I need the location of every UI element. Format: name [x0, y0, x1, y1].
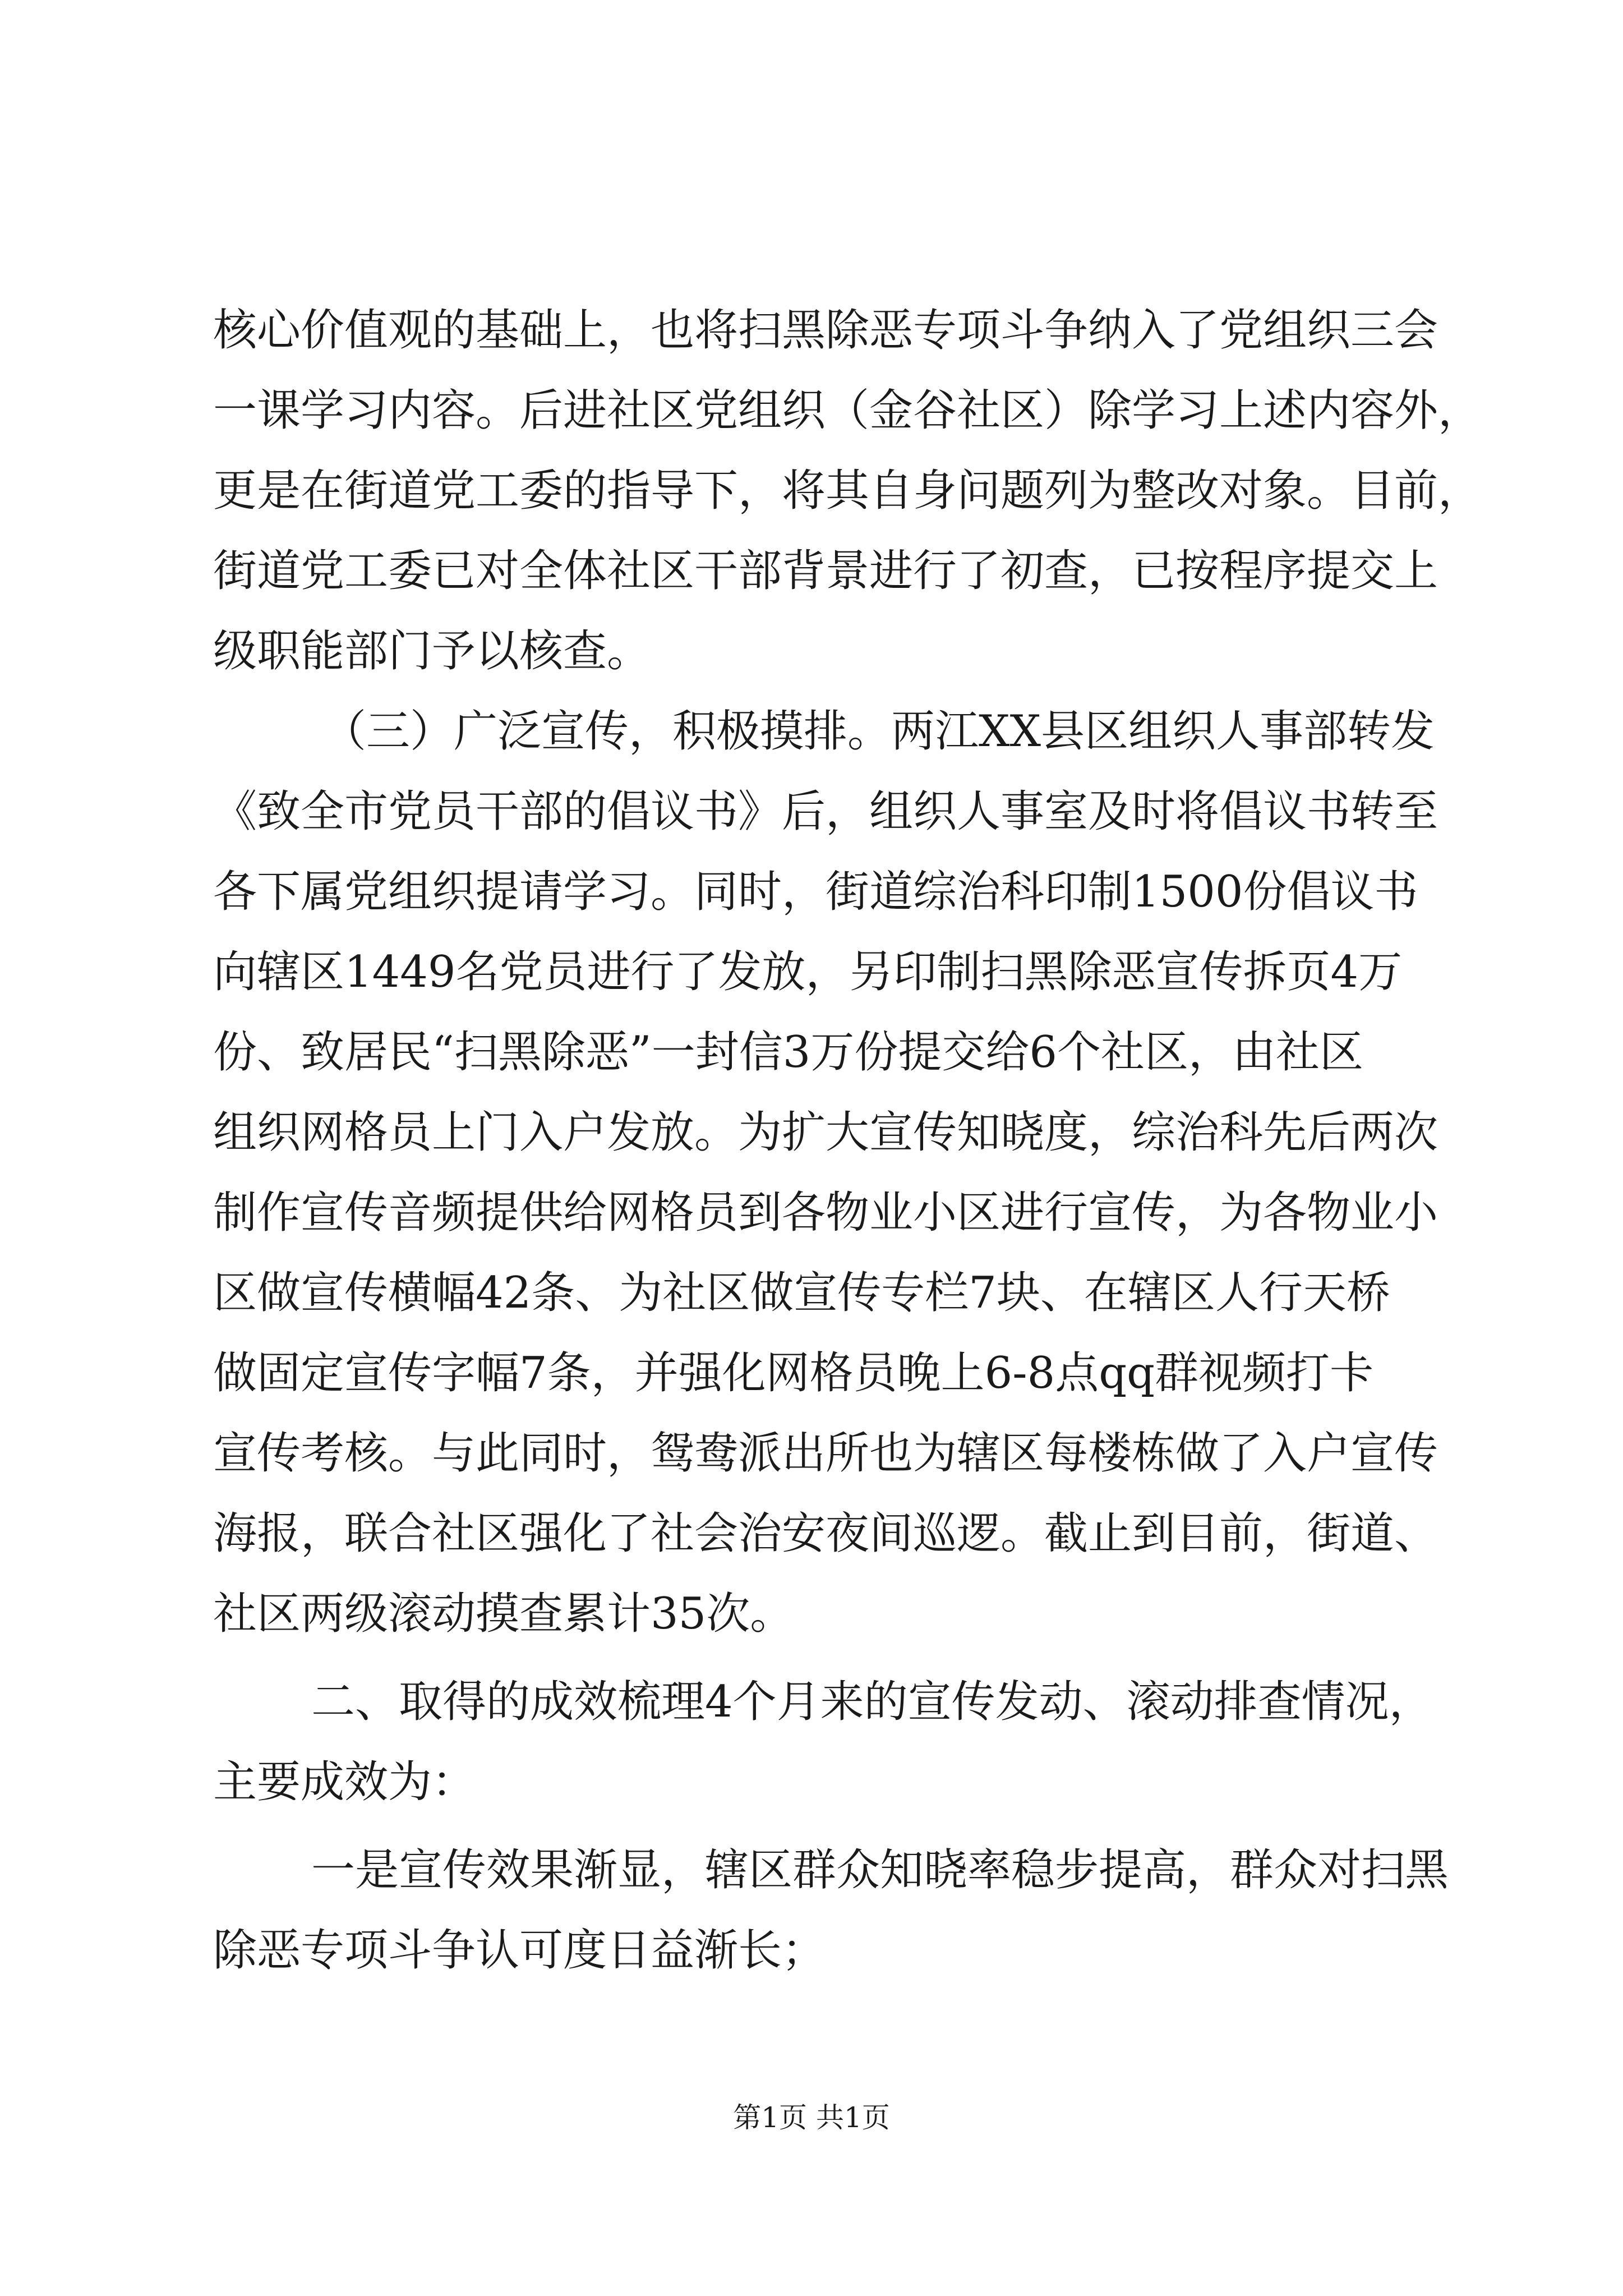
section-heading-line: （三）广泛宣传，积极摸排。两江XX县区组织人事部转发 — [322, 706, 1435, 757]
body-text-line: 《致全市党员干部的倡议书》后，组织人事室及时将倡议书转至 — [213, 786, 1438, 837]
paragraph-first-line: 一是宣传效果渐显，辖区群众知晓率稳步提高，群众对扫黑 — [311, 1845, 1449, 1895]
body-text-line: 一课学习内容。后进社区党组织（金谷社区）除学习上述内容外， — [213, 385, 1482, 436]
page-footer: 第1页 共1页 — [733, 2101, 890, 2134]
body-text-line: 做固定宣传字幅7条，并强化网格员晚上6-8点qq群视频打卡 — [213, 1348, 1374, 1398]
body-text-line: 份、致居民“扫黑除恶”一封信3万份提交给6个社区，由社区 — [213, 1027, 1364, 1078]
body-text-line: 级职能部门予以核查。 — [213, 626, 651, 677]
body-text-line: 区做宣传横幅42条、为社区做宣传专栏7块、在辖区人行天桥 — [213, 1268, 1390, 1318]
body-text-line: 海报，联合社区强化了社会治安夜间巡逻。截止到目前，街道、 — [213, 1508, 1438, 1559]
body-text-line: 主要成效为： — [213, 1757, 476, 1807]
body-text-line: 组织网格员上门入户发放。为扩大宣传知晓度，综治科先后两次 — [213, 1107, 1438, 1158]
body-text-line: 除恶专项斗争认可度日益渐长； — [213, 1925, 826, 1976]
body-text-line: 核心价值观的基础上，也将扫黑除恶专项斗争纳入了党组织三会 — [213, 305, 1438, 356]
body-text-line: 向辖区1449名党员进行了发放，另印制扫黑除恶宣传拆页4万 — [213, 947, 1403, 997]
body-text-line: 社区两级滚动摸查累计35次。 — [213, 1589, 794, 1639]
section-heading-line: 二、取得的成效梳理4个月来的宣传发动、滚动排查情况， — [311, 1677, 1433, 1727]
body-text-line: 宣传考核。与此同时，鸳鸯派出所也为辖区每楼栋做了入户宣传 — [213, 1428, 1438, 1479]
body-text-line: 制作宣传音频提供给网格员到各物业小区进行宣传，为各物业小 — [213, 1188, 1438, 1238]
body-text-line: 各下属党组织提请学习。同时，街道综治科印制1500份倡议书 — [213, 867, 1418, 917]
body-text-line: 街道党工委已对全体社区干部背景进行了初查，已按程序提交上 — [213, 546, 1438, 596]
body-text-line: 更是在街道党工委的指导下，将其自身问题列为整改对象。目前， — [213, 466, 1482, 516]
